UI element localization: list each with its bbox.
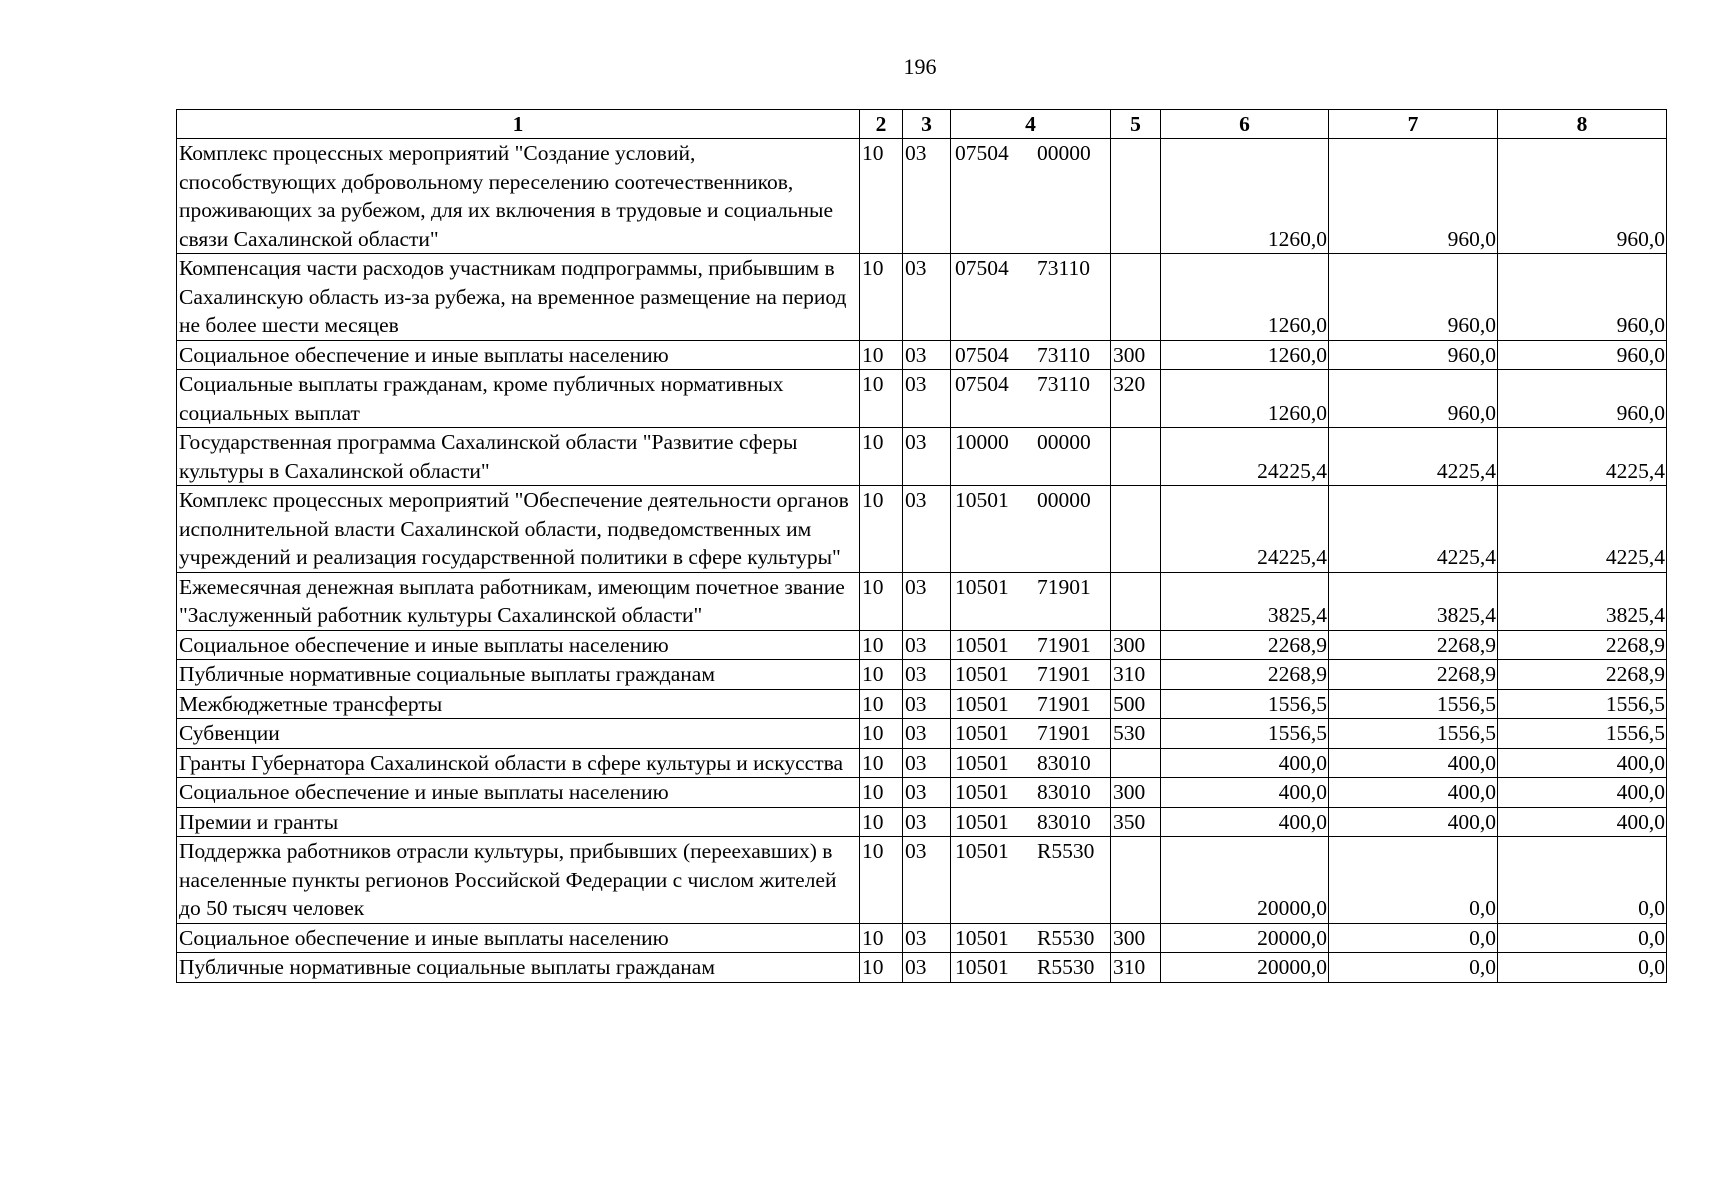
amount-col-8: 960,0 <box>1498 340 1667 370</box>
section-code: 10 <box>860 807 903 837</box>
section-code: 10 <box>860 778 903 808</box>
table-row <box>177 572 1667 630</box>
program-code: 10501 <box>955 574 1009 599</box>
program-code: 10000 <box>955 430 1009 454</box>
section-code: 10 <box>860 660 903 690</box>
expense-type-code: 500 <box>1111 689 1161 719</box>
amount-col-6: 20000,0 <box>1161 923 1329 953</box>
amount-col-8: 0,0 <box>1498 953 1667 983</box>
target-article-code <box>951 340 1111 370</box>
amount-col-7: 0,0 <box>1329 953 1498 983</box>
table-row <box>177 486 1667 573</box>
target-article-code <box>951 254 1111 341</box>
section-code: 10 <box>860 719 903 749</box>
row-name: Комплекс процессных мероприятий "Обеспечение деятельности органов исполнительной власти Сахалинской области, подведомственных им учреждений и реализация государственной политики в сфере культуры" <box>177 486 860 573</box>
program-code: 10501 <box>955 488 1009 512</box>
target-article-code <box>951 428 1111 486</box>
target-article-code <box>951 660 1111 690</box>
column-header: 7 <box>1329 110 1498 139</box>
direction-code: 73110 <box>1037 256 1090 280</box>
table-row <box>177 778 1667 808</box>
program-code: 10501 <box>955 721 1009 745</box>
expense-type-code <box>1111 428 1161 486</box>
column-header: 8 <box>1498 110 1667 139</box>
expense-type-code: 530 <box>1111 719 1161 749</box>
target-article-code <box>951 923 1111 953</box>
amount-col-6: 1260,0 <box>1161 254 1329 341</box>
table-row <box>177 807 1667 837</box>
section-code: 10 <box>860 748 903 778</box>
amount-col-6: 400,0 <box>1161 748 1329 778</box>
amount-col-7: 960,0 <box>1329 340 1498 370</box>
subsection-code: 03 <box>903 953 951 983</box>
expense-type-code: 310 <box>1111 660 1161 690</box>
target-article-code <box>951 630 1111 660</box>
row-name: Социальные выплаты гражданам, кроме публичных нормативных социальных выплат <box>177 370 860 428</box>
table-row <box>177 837 1667 924</box>
program-code: 10501 <box>955 750 1009 775</box>
expense-type-code: 300 <box>1111 923 1161 953</box>
row-name: Комплекс процессных мероприятий "Создание условий, способствующих добровольному переселению соотечественников, проживающих за рубежом, для их включения в трудовые и социальные связи Сахалинской области" <box>177 139 860 254</box>
section-code: 10 <box>860 953 903 983</box>
row-name: Ежемесячная денежная выплата работникам, имеющим почетное звание "Заслуженный работник культуры Сахалинской области" <box>177 572 860 630</box>
direction-code: 83010 <box>1037 809 1091 834</box>
amount-col-8: 400,0 <box>1498 807 1667 837</box>
program-code: 10501 <box>955 839 1009 863</box>
target-article-code <box>951 139 1111 254</box>
section-code: 10 <box>860 630 903 660</box>
subsection-code: 03 <box>903 428 951 486</box>
amount-col-7: 400,0 <box>1329 748 1498 778</box>
amount-col-8: 0,0 <box>1498 837 1667 924</box>
section-code: 10 <box>860 370 903 428</box>
section-code: 10 <box>860 923 903 953</box>
amount-col-6: 24225,4 <box>1161 428 1329 486</box>
direction-code: 73110 <box>1037 372 1090 396</box>
amount-col-6: 400,0 <box>1161 807 1329 837</box>
table-row <box>177 340 1667 370</box>
amount-col-7: 4225,4 <box>1329 428 1498 486</box>
row-name: Премии и гранты <box>177 807 860 837</box>
subsection-code: 03 <box>903 486 951 573</box>
amount-col-7: 1556,5 <box>1329 719 1498 749</box>
program-code: 10501 <box>955 662 1009 686</box>
expense-type-code <box>1111 748 1161 778</box>
expense-type-code <box>1111 254 1161 341</box>
direction-code: 73110 <box>1037 342 1090 367</box>
amount-col-6: 2268,9 <box>1161 630 1329 660</box>
amount-col-7: 2268,9 <box>1329 660 1498 690</box>
row-name: Социальное обеспечение и иные выплаты населению <box>177 778 860 808</box>
budget-table <box>176 109 1667 983</box>
row-name: Гранты Губернатора Сахалинской области в сфере культуры и искусства <box>177 748 860 778</box>
program-code: 07504 <box>955 372 1009 396</box>
subsection-code: 03 <box>903 660 951 690</box>
subsection-code: 03 <box>903 572 951 630</box>
table-row <box>177 923 1667 953</box>
direction-code: 83010 <box>1037 780 1091 804</box>
subsection-code: 03 <box>903 689 951 719</box>
target-article-code <box>951 719 1111 749</box>
section-code: 10 <box>860 689 903 719</box>
row-name: Социальное обеспечение и иные выплаты населению <box>177 340 860 370</box>
column-header: 2 <box>860 110 903 139</box>
target-article-code <box>951 486 1111 573</box>
amount-col-8: 3825,4 <box>1498 572 1667 630</box>
row-name: Государственная программа Сахалинской области "Развитие сферы культуры в Сахалинской области" <box>177 428 860 486</box>
amount-col-6: 1556,5 <box>1161 689 1329 719</box>
amount-col-8: 960,0 <box>1498 370 1667 428</box>
table-row <box>177 370 1667 428</box>
amount-col-6: 24225,4 <box>1161 486 1329 573</box>
expense-type-code <box>1111 139 1161 254</box>
amount-col-8: 2268,9 <box>1498 660 1667 690</box>
expense-type-code <box>1111 486 1161 573</box>
row-name: Межбюджетные трансферты <box>177 689 860 719</box>
amount-col-6: 1260,0 <box>1161 340 1329 370</box>
direction-code: R5530 <box>1037 839 1095 863</box>
subsection-code: 03 <box>903 139 951 254</box>
header-row <box>177 110 1667 139</box>
target-article-code <box>951 689 1111 719</box>
section-code: 10 <box>860 572 903 630</box>
direction-code: 71901 <box>1037 632 1091 657</box>
section-code: 10 <box>860 486 903 573</box>
section-code: 10 <box>860 254 903 341</box>
target-article-code <box>951 807 1111 837</box>
row-name: Социальное обеспечение и иные выплаты населению <box>177 630 860 660</box>
column-header: 1 <box>177 110 860 139</box>
column-header: 6 <box>1161 110 1329 139</box>
subsection-code: 03 <box>903 719 951 749</box>
amount-col-7: 3825,4 <box>1329 572 1498 630</box>
row-name: Социальное обеспечение и иные выплаты населению <box>177 923 860 953</box>
direction-code: R5530 <box>1037 955 1095 979</box>
column-header: 5 <box>1111 110 1161 139</box>
table-row <box>177 748 1667 778</box>
amount-col-6: 20000,0 <box>1161 837 1329 924</box>
expense-type-code: 310 <box>1111 953 1161 983</box>
program-code: 10501 <box>955 780 1009 804</box>
column-header: 4 <box>951 110 1111 139</box>
amount-col-6: 1260,0 <box>1161 370 1329 428</box>
table-row <box>177 689 1667 719</box>
amount-col-6: 400,0 <box>1161 778 1329 808</box>
amount-col-8: 1556,5 <box>1498 689 1667 719</box>
amount-col-8: 1556,5 <box>1498 719 1667 749</box>
target-article-code <box>951 748 1111 778</box>
table-row <box>177 139 1667 254</box>
section-code: 10 <box>860 837 903 924</box>
direction-code: 71901 <box>1037 662 1091 686</box>
amount-col-7: 960,0 <box>1329 254 1498 341</box>
program-code: 07504 <box>955 256 1009 280</box>
subsection-code: 03 <box>903 837 951 924</box>
amount-col-6: 3825,4 <box>1161 572 1329 630</box>
amount-col-8: 960,0 <box>1498 139 1667 254</box>
target-article-code <box>951 572 1111 630</box>
amount-col-6: 1260,0 <box>1161 139 1329 254</box>
amount-col-7: 400,0 <box>1329 778 1498 808</box>
subsection-code: 03 <box>903 923 951 953</box>
direction-code: 71901 <box>1037 574 1091 599</box>
subsection-code: 03 <box>903 340 951 370</box>
direction-code: 00000 <box>1037 141 1091 165</box>
subsection-code: 03 <box>903 254 951 341</box>
row-name: Субвенции <box>177 719 860 749</box>
subsection-code: 03 <box>903 370 951 428</box>
amount-col-8: 4225,4 <box>1498 486 1667 573</box>
amount-col-8: 400,0 <box>1498 778 1667 808</box>
subsection-code: 03 <box>903 630 951 660</box>
program-code: 10501 <box>955 809 1009 834</box>
program-code: 10501 <box>955 691 1009 716</box>
amount-col-7: 1556,5 <box>1329 689 1498 719</box>
direction-code: R5530 <box>1037 925 1095 950</box>
table-row <box>177 719 1667 749</box>
row-name: Поддержка работников отрасли культуры, прибывших (переехавших) в населенные пункты регионов Российской Федерации с числом жителей до 50 тысяч человек <box>177 837 860 924</box>
program-code: 10501 <box>955 925 1009 950</box>
expense-type-code <box>1111 837 1161 924</box>
expense-type-code: 350 <box>1111 807 1161 837</box>
amount-col-8: 0,0 <box>1498 923 1667 953</box>
target-article-code <box>951 778 1111 808</box>
amount-col-8: 2268,9 <box>1498 630 1667 660</box>
amount-col-7: 4225,4 <box>1329 486 1498 573</box>
table-row <box>177 428 1667 486</box>
program-code: 07504 <box>955 141 1009 165</box>
direction-code: 71901 <box>1037 721 1091 745</box>
table-row <box>177 630 1667 660</box>
amount-col-8: 4225,4 <box>1498 428 1667 486</box>
expense-type-code: 300 <box>1111 340 1161 370</box>
table-row <box>177 254 1667 341</box>
page-number: 196 <box>903 54 937 79</box>
row-name: Публичные нормативные социальные выплаты гражданам <box>177 660 860 690</box>
direction-code: 83010 <box>1037 750 1091 775</box>
target-article-code <box>951 837 1111 924</box>
amount-col-7: 0,0 <box>1329 837 1498 924</box>
amount-col-6: 20000,0 <box>1161 953 1329 983</box>
amount-col-7: 400,0 <box>1329 807 1498 837</box>
expense-type-code: 320 <box>1111 370 1161 428</box>
subsection-code: 03 <box>903 778 951 808</box>
table-row <box>177 660 1667 690</box>
row-name: Публичные нормативные социальные выплаты гражданам <box>177 953 860 983</box>
direction-code: 00000 <box>1037 430 1091 454</box>
amount-col-7: 960,0 <box>1329 370 1498 428</box>
amount-col-6: 2268,9 <box>1161 660 1329 690</box>
amount-col-7: 2268,9 <box>1329 630 1498 660</box>
row-name: Компенсация части расходов участникам подпрограммы, прибывшим в Сахалинскую область из-за рубежа, на временное размещение на период не более шести месяцев <box>177 254 860 341</box>
direction-code: 71901 <box>1037 691 1091 716</box>
program-code: 10501 <box>955 632 1009 657</box>
subsection-code: 03 <box>903 807 951 837</box>
section-code: 10 <box>860 428 903 486</box>
amount-col-6: 1556,5 <box>1161 719 1329 749</box>
amount-col-7: 0,0 <box>1329 923 1498 953</box>
target-article-code <box>951 953 1111 983</box>
column-header: 3 <box>903 110 951 139</box>
subsection-code: 03 <box>903 748 951 778</box>
expense-type-code: 300 <box>1111 778 1161 808</box>
table-row <box>177 953 1667 983</box>
amount-col-8: 400,0 <box>1498 748 1667 778</box>
amount-col-7: 960,0 <box>1329 139 1498 254</box>
direction-code: 00000 <box>1037 488 1091 512</box>
expense-type-code <box>1111 572 1161 630</box>
amount-col-8: 960,0 <box>1498 254 1667 341</box>
target-article-code <box>951 370 1111 428</box>
program-code: 07504 <box>955 342 1009 367</box>
section-code: 10 <box>860 340 903 370</box>
program-code: 10501 <box>955 955 1009 979</box>
section-code: 10 <box>860 139 903 254</box>
expense-type-code: 300 <box>1111 630 1161 660</box>
